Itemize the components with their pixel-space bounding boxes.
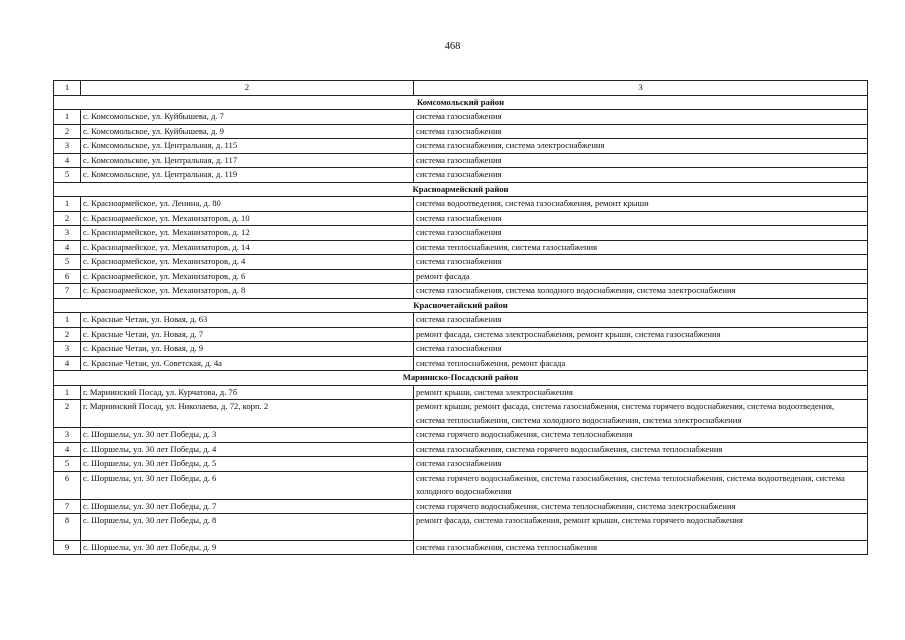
header-col-3: 3 — [414, 81, 868, 96]
row-works: ремонт крыши, ремонт фасада, система газоснабжения, система горячего водоснабжения, система водоотведения, система теплоснабжения, система холодного водоснабжения, система электроснабжения — [414, 400, 868, 428]
row-works: система газоснабжения — [414, 153, 868, 168]
row-address: с. Шоршелы, ул. 30 лет Победы, д. 8 — [81, 514, 414, 541]
row-address: с. Красные Четаи, ул. Новая, д. 7 — [81, 327, 414, 342]
row-number: 6 — [54, 471, 81, 499]
table-row — [54, 110, 868, 125]
row-works: система газоснабжения — [414, 226, 868, 241]
row-number: 5 — [54, 457, 81, 472]
page-number: 468 — [444, 41, 461, 52]
row-number: 7 — [54, 499, 81, 514]
row-number: 1 — [54, 313, 81, 328]
row-works: система горячего водоснабжения, система теплоснабжения, система электроснабжения — [414, 499, 868, 514]
table-row — [54, 153, 868, 168]
row-works: система газоснабжения, система холодного водоснабжения, система электроснабжения — [414, 284, 868, 299]
table-row — [54, 269, 868, 284]
row-number: 4 — [54, 153, 81, 168]
row-works: система газоснабжения, система электроснабжения — [414, 139, 868, 154]
row-number: 3 — [54, 139, 81, 154]
row-address: с. Красноармейское, ул. Механизаторов, д. 4 — [81, 255, 414, 270]
row-works: система теплоснабжения, ремонт фасада — [414, 356, 868, 371]
row-works: система теплоснабжения, система газоснабжения — [414, 240, 868, 255]
row-address: с. Красноармейское, ул. Ленина, д. 80 — [81, 197, 414, 212]
table-row — [54, 168, 868, 183]
row-address: с. Комсомольское, ул. Куйбышева, д. 7 — [81, 110, 414, 125]
header-col-1: 1 — [54, 81, 81, 96]
row-address: с. Шоршелы, ул. 30 лет Победы, д. 6 — [81, 471, 414, 499]
district-row — [54, 298, 868, 313]
row-number: 8 — [54, 514, 81, 541]
row-number: 9 — [54, 540, 81, 555]
row-address: с. Красные Четаи, ул. Новая, д. 9 — [81, 342, 414, 357]
row-address: с. Шоршелы, ул. 30 лет Победы, д. 5 — [81, 457, 414, 472]
row-works: система водоотведения, система газоснабжения, ремонт крыши — [414, 197, 868, 212]
table-row — [54, 457, 868, 472]
row-number: 2 — [54, 211, 81, 226]
row-works: система газоснабжения — [414, 313, 868, 328]
district-row — [54, 371, 868, 386]
district-row — [54, 182, 868, 197]
table-row — [54, 313, 868, 328]
district-title: Красноармейский район — [54, 182, 868, 197]
table-row — [54, 255, 868, 270]
table-row — [54, 124, 868, 139]
table-row — [54, 499, 868, 514]
row-address: г. Мариинский Посад, ул. Курчатова, д. 7б — [81, 385, 414, 400]
district-title: Мариинско-Посадский район — [54, 371, 868, 386]
table-row — [54, 356, 868, 371]
row-address: с. Шоршелы, ул. 30 лет Победы, д. 7 — [81, 499, 414, 514]
row-number: 4 — [54, 240, 81, 255]
row-address: с. Красные Четаи, ул. Новая, д. 63 — [81, 313, 414, 328]
header-row — [54, 81, 868, 96]
row-works: система газоснабжения — [414, 255, 868, 270]
row-number: 2 — [54, 124, 81, 139]
row-number: 1 — [54, 197, 81, 212]
row-address: с. Красноармейское, ул. Механизаторов, д. 12 — [81, 226, 414, 241]
row-number: 1 — [54, 110, 81, 125]
row-number: 4 — [54, 442, 81, 457]
row-address: с. Красноармейское, ул. Механизаторов, д. 14 — [81, 240, 414, 255]
table-row — [54, 211, 868, 226]
row-number: 5 — [54, 255, 81, 270]
row-number: 7 — [54, 284, 81, 299]
row-number: 3 — [54, 342, 81, 357]
district-row — [54, 95, 868, 110]
row-address: с. Красные Четаи, ул. Советская, д. 4а — [81, 356, 414, 371]
table-row — [54, 428, 868, 443]
row-works: система горячего водоснабжения, система теплоснабжения — [414, 428, 868, 443]
row-number: 6 — [54, 269, 81, 284]
row-number: 3 — [54, 226, 81, 241]
row-works: система газоснабжения — [414, 124, 868, 139]
table-row — [54, 342, 868, 357]
table-row — [54, 226, 868, 241]
table-row — [54, 139, 868, 154]
row-works: ремонт фасада, система газоснабжения, ремонт крыши, система горячего водоснабжения — [414, 514, 868, 541]
row-works: система газоснабжения, система теплоснабжения — [414, 540, 868, 555]
row-number: 3 — [54, 428, 81, 443]
district-title: Комсомольский район — [54, 95, 868, 110]
row-works: ремонт фасада — [414, 269, 868, 284]
row-address: с. Шоршелы, ул. 30 лет Победы, д. 3 — [81, 428, 414, 443]
row-number: 5 — [54, 168, 81, 183]
row-works: система газоснабжения, система горячего водоснабжения, система теплоснабжения — [414, 442, 868, 457]
table-row — [54, 197, 868, 212]
row-address: с. Шоршелы, ул. 30 лет Победы, д. 9 — [81, 540, 414, 555]
row-number: 4 — [54, 356, 81, 371]
row-works: система газоснабжения — [414, 211, 868, 226]
row-works: система газоснабжения — [414, 342, 868, 357]
table-row — [54, 284, 868, 299]
row-number: 1 — [54, 385, 81, 400]
row-address: г. Мариинский Посад, ул. Николаева, д. 72, корп. 2 — [81, 400, 414, 428]
row-works: ремонт крыши, система электроснабжения — [414, 385, 868, 400]
header-col-2: 2 — [81, 81, 414, 96]
table-row — [54, 327, 868, 342]
row-address: с. Комсомольское, ул. Центральная, д. 115 — [81, 139, 414, 154]
table-row — [54, 442, 868, 457]
table-row — [54, 385, 868, 400]
row-address: с. Красноармейское, ул. Механизаторов, д. 10 — [81, 211, 414, 226]
row-works: система газоснабжения — [414, 110, 868, 125]
row-works: система газоснабжения — [414, 457, 868, 472]
row-works: система горячего водоснабжения, система газоснабжения, система теплоснабжения, система водоотведения, система холодного водоснабжения — [414, 471, 868, 499]
row-address: с. Красноармейское, ул. Механизаторов, д. 6 — [81, 269, 414, 284]
table-row — [54, 400, 868, 428]
row-address: с. Комсомольское, ул. Центральная, д. 117 — [81, 153, 414, 168]
table-body — [54, 81, 868, 555]
table-row — [54, 540, 868, 555]
table-row — [54, 240, 868, 255]
row-address: с. Комсомольское, ул. Центральная, д. 119 — [81, 168, 414, 183]
table-row — [54, 471, 868, 499]
row-number: 2 — [54, 327, 81, 342]
table-row — [54, 514, 868, 541]
row-address: с. Комсомольское, ул. Куйбышева, д. 9 — [81, 124, 414, 139]
works-table — [53, 80, 868, 555]
district-title: Красночетайский район — [54, 298, 868, 313]
row-works: система газоснабжения — [414, 168, 868, 183]
row-address: с. Шоршелы, ул. 30 лет Победы, д. 4 — [81, 442, 414, 457]
row-works: ремонт фасада, система электроснабжения, ремонт крыши, система газоснабжения — [414, 327, 868, 342]
row-address: с. Красноармейское, ул. Механизаторов, д. 8 — [81, 284, 414, 299]
row-number: 2 — [54, 400, 81, 428]
